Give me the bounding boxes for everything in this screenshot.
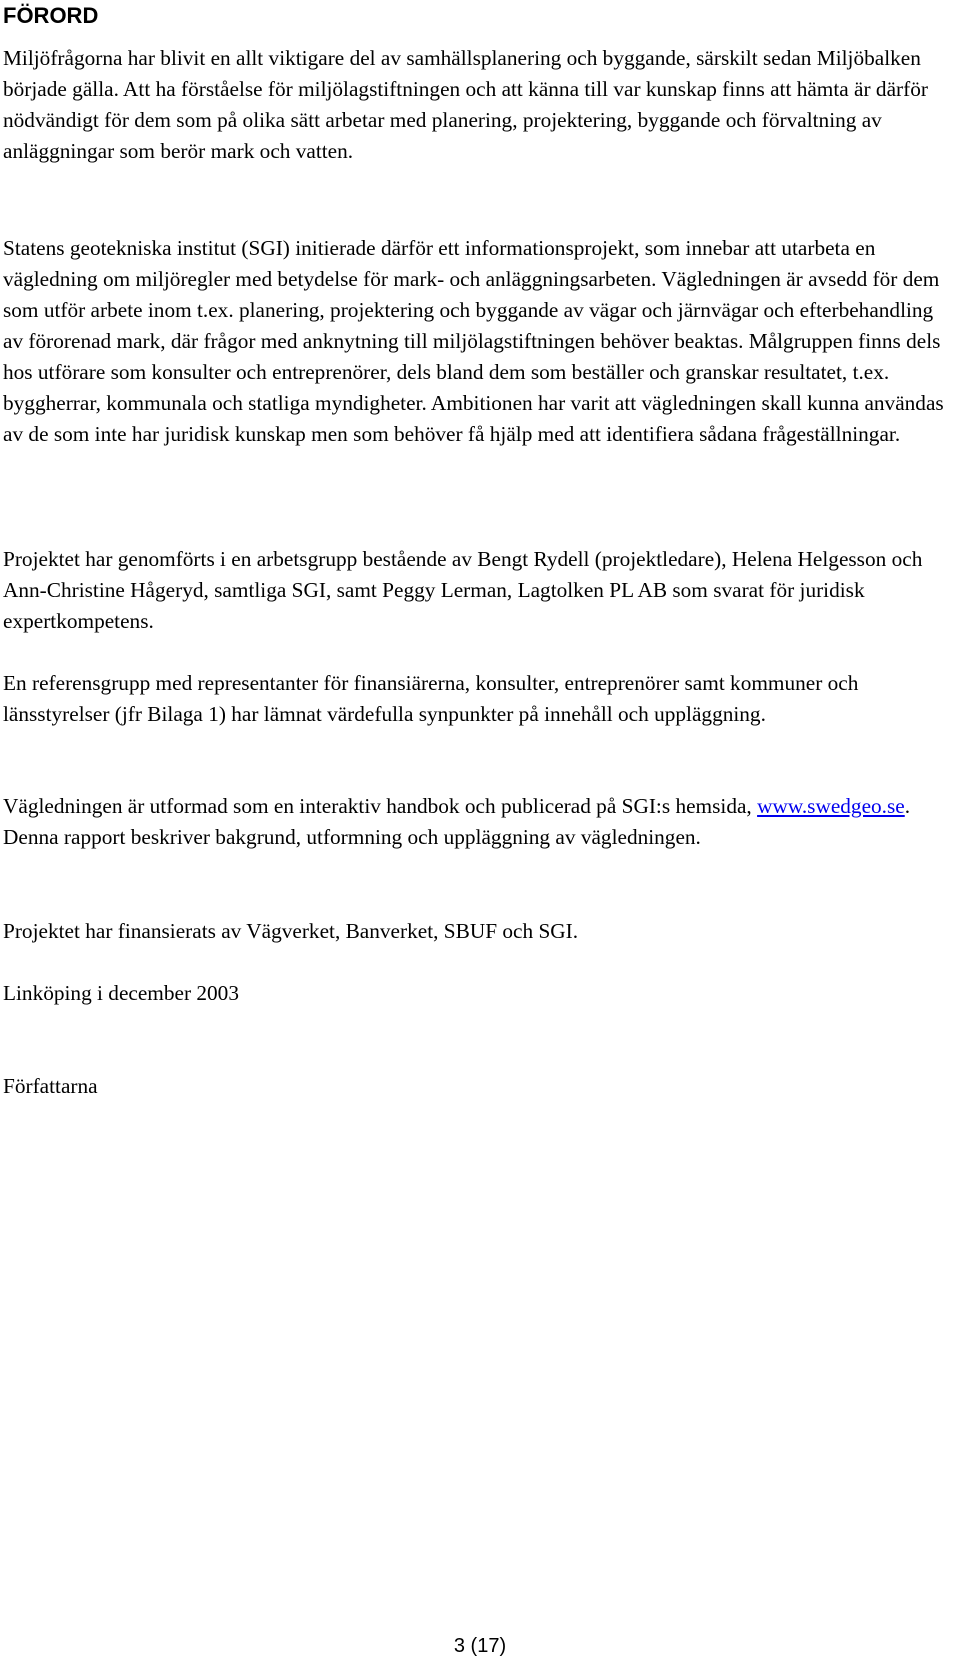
paragraph-project-description: Statens geotekniska institut (SGI) initierade därför ett informationsprojekt, som innebar att utarbeta en vägledning om miljöregler med betydelse för mark- och anläggningsarbeten. Vägledningen är avsedd för dem som utför arbete inom t.ex. planering, projektering och byggande av vägar och järnvägar och efterbehandling av förorenad mark, där frågor med anknytning till miljölagstiftningen behöver beaktas. Målgruppen finns dels hos utförare som konsulter och entreprenörer, dels bland dem som beställer och granskar resultatet, t.ex. byggherrar, kommunala och statliga myndigheter. Ambitionen har varit att vägledningen skall kunna användas av de som inte har juridisk kunskap men som behöver få hjälp med att identifiera sådana frågeställningar. [3,236,944,446]
page-number: 3 (17) [453,1635,507,1657]
paragraph-funding: Projektet har finansierats av Vägverket, Banverket, SBUF och SGI. [3,919,579,943]
paragraph-intro: Miljöfrågorna har blivit en allt viktigare del av samhällsplanering och byggande, särskilt sedan Miljöbalken började gälla. Att ha förståelse för miljölagstiftningen och att känna till var kunskap finns att hämta är därför nödvändigt för dem som på olika sätt arbetar med planering, projektering, byggande och förvaltning av anläggningar som berör mark och vatten. [3,46,928,163]
paragraph-reference-group: En referensgrupp med representanter för finansiärerna, konsulter, entreprenörer samt kommuner och länsstyrelser (jfr Bilaga 1) har lämnat värdefulla synpunkter på innehåll och uppläggning. [3,671,859,726]
website-link[interactable]: www.swedgeo.se [757,794,905,818]
publication-text-after: . Denna rapport beskriver bakgrund, utformning och uppläggning av vägledningen. [3,794,911,849]
paragraph-publication [3,791,953,853]
signature-authors: Författarna [3,1074,98,1098]
paragraph-working-group: Projektet har genomförts i en arbetsgrupp bestående av Bengt Rydell (projektledare), Helena Helgesson och Ann-Christine Hågeryd, samtliga SGI, samt Peggy Lerman, Lagtolken PL AB som svarat för juridisk expertkompetens. [3,547,923,633]
section-heading: FÖRORD [3,3,99,28]
place-date: Linköping i december 2003 [3,981,239,1005]
publication-text-before: Vägledningen är utformad som en interaktiv handbok och publicerad på SGI:s hemsida, [3,794,758,818]
